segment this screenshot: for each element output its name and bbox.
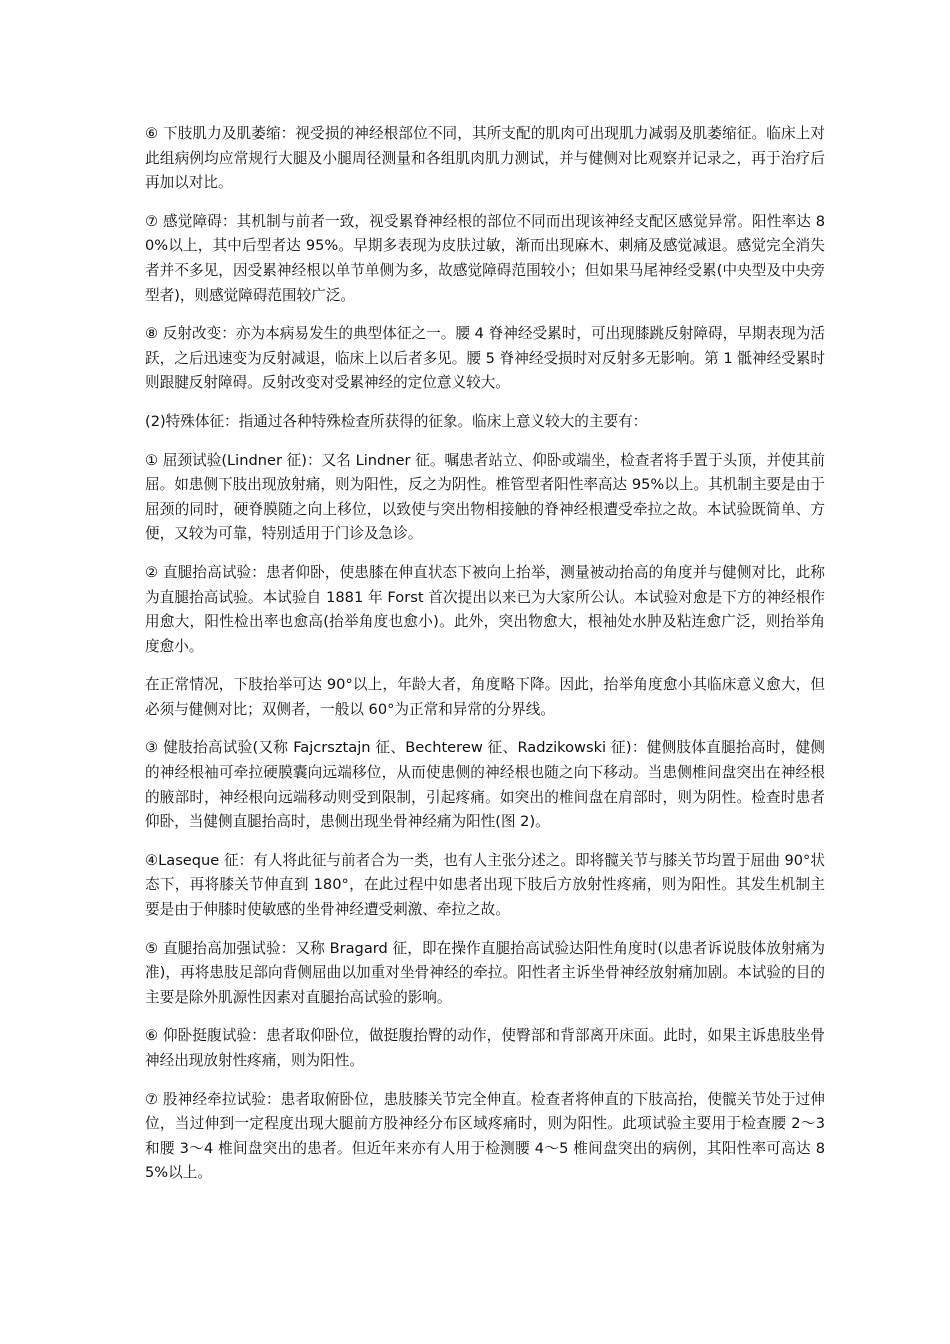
paragraph-healthy-leg-raise: ③ 健肢抬高试验(又称 Fajcrsztajn 征、Bechterew 征、Radzikowski 征)：健侧肢体直腿抬高时，健侧的神经根袖可牵拉硬膜囊向远端移位，从而使患侧的神经根也随之向下移动。当患侧椎间盘突出在神经根的腋部时，神经根向远端移动则受到限制，引起疼痛。如突出的椎间盘在肩部时，则为阴性。检查时患者仰卧，当健侧直腿抬高时，患侧出现坐骨神经痛为阳性(图 2)。 xyxy=(145,739,825,831)
paragraph-femoral-nerve-test: ⑦ 股神经牵拉试验：患者取俯卧位，患肢膝关节完全伸直。检查者将伸直的下肢高抬，使髋关节处于过伸位，当过伸到一定程度出现大腿前方股神经分布区域疼痛时，则为阳性。此项试验主要用于检查腰 2～3 和腰 3～4 椎间盘突出的患者。但近年来亦有人用于检测腰 4～5 椎间盘突出的病例，其阳性率可高达 85%以上。 xyxy=(145,1090,825,1182)
document-body xyxy=(145,122,825,1200)
paragraph-bragard-sign: ⑤ 直腿抬高加强试验：又称 Bragard 征，即在操作直腿抬高试验达阳性角度时(以患者诉说肢体放射痛为准)，再将患肢足部向背侧屈曲以加重对坐骨神经的牵拉。阳性者主诉坐骨神经放射痛加剧。本试验的目的主要是除外肌源性因素对直腿抬高试验的影响。 xyxy=(145,939,825,1006)
paragraph-neck-flexion-test: ① 屈颈试验(Lindner 征)：又名 Lindner 征。嘱患者站立、仰卧或端坐，检查者将手置于头顶，并使其前屈。如患侧下肢出现放射痛，则为阳性，反之为阴性。椎管型者阳性率高达 95%以上。其机制主要是由于屈颈的同时，硬脊膜随之向上移位，以致使与突出物相接触的脊神经根遭受牵拉之故。本试验既简单、方便，又较为可靠，特别适用于门诊及急诊。 xyxy=(145,451,825,543)
paragraph-special-signs: (2)特殊体征：指通过各种特殊检查所获得的征象。临床上意义较大的主要有： xyxy=(145,412,648,430)
paragraph-laseque-sign: ④Laseque 征：有人将此征与前者合为一类，也有人主张分述之。即将髋关节与膝关节均置于屈曲 90°状态下，再将膝关节伸直到 180°，在此过程中如患者出现下肢后方放射性疼痛，则为阳性。其发生机制主要是由于伸膝时使敏感的坐骨神经遭受刺激、牵拉之故。 xyxy=(145,851,825,919)
paragraph-supine-abdomen-test: ⑥ 仰卧挺腹试验：患者取仰卧位，做挺腹抬臀的动作，使臀部和背部离开床面。此时，如果主诉患肢坐骨神经出现放射性疼痛，则为阳性。 xyxy=(145,1027,825,1069)
paragraph-reflex-change: ⑧ 反射改变：亦为本病易发生的典型体征之一。腰 4 脊神经受累时，可出现膝跳反射障碍，早期表现为活跃，之后迅速变为反射减退，临床上以后者多见。腰 5 脊神经受损时对反射多无影响。第 1 骶神经受累时则跟腱反射障碍。反射改变对受累神经的定位意义较大。 xyxy=(145,325,825,392)
paragraph-sensory-disorder: ⑦ 感觉障碍：其机制与前者一致，视受累脊神经根的部位不同而出现该神经支配区感觉异常。阳性率达 80%以上，其中后型者达 95%。早期多表现为皮肤过敏，渐而出现麻木、刺痛及感觉减退。感觉完全消失者并不多见，因受累神经根以单节单侧为多，故感觉障碍范围较小；但如果马尾神经受累(中央型及中央旁型者)，则感觉障碍范围较广泛。 xyxy=(145,212,825,304)
paragraph-straight-leg-raise: ② 直腿抬高试验：患者仰卧，使患膝在伸直状态下被向上抬举，测量被动抬高的角度并与健侧对比，此称为直腿抬高试验。本试验自 1881 年 Forst 首次提出以来已为大家所公认。本试验对愈是下方的神经根作用愈大，阳性检出率也愈高(抬举角度也愈小)。此外，突出物愈大，根袖处水肿及粘连愈广泛，则抬举角度愈小。 xyxy=(145,563,825,655)
paragraph-muscle-weakness: ⑥ 下肢肌力及肌萎缩：视受损的神经根部位不同，其所支配的肌肉可出现肌力减弱及肌萎缩征。临床上对此组病例均应常规行大腿及小腿周径测量和各组肌肉肌力测试，并与健侧对比观察并记录之，再于治疗后再加以对比。 xyxy=(145,125,825,192)
paragraph-normal-angle: 在正常情况，下肢抬举可达 90°以上，年龄大者，角度略下降。因此，抬举角度愈小其临床意义愈大，但必须与健侧对比；双侧者，一般以 60°为正常和异常的分界线。 xyxy=(145,676,825,718)
